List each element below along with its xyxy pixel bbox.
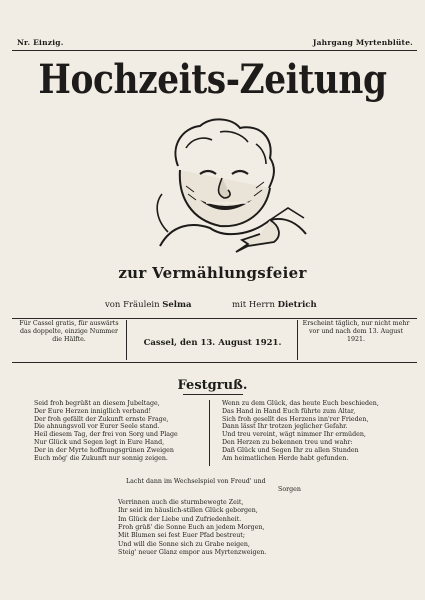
- price-info: [14, 320, 124, 360]
- illustration-laughing-man: [120, 108, 320, 258]
- poem-line: Am heimatlichen Herde habt gefunden.: [222, 454, 349, 462]
- poem-title: Festgruß.: [177, 378, 248, 393]
- poem-line: Seid froh begrüßt an diesem Jubeltage,: [34, 400, 160, 407]
- bride-line: [105, 300, 192, 310]
- poem-line: Nur Glück und Segen legt in Eure Hand,: [34, 438, 165, 446]
- info-top-rule: [12, 318, 417, 319]
- poem-line: Und will die Sonne sich zu Grabe neigen,: [118, 540, 250, 548]
- publication-info-line: vor und nach dem 13. August: [308, 328, 404, 335]
- poem-line: Ihr seid im häuslich-stillen Glück geborgen,: [118, 507, 258, 515]
- poem-line: Daß Glück und Segen Ihr zu allen Stunden: [222, 446, 359, 454]
- poem-line: Wenn zu dem Glück, das heute Euch beschieden,: [222, 400, 379, 407]
- poem-line: Heil diesem Tag, der frei von Sorg und Plage: [34, 431, 178, 439]
- info-divider: [126, 320, 127, 360]
- groom-line: [232, 300, 317, 310]
- bride-prefix: von Fräulein: [105, 300, 160, 310]
- poem-line: Lacht dann im Wechselspiel von Freud' und: [126, 478, 266, 485]
- poem-column-left: [34, 400, 204, 462]
- poem-line: Im Glück der Liebe und Zufriedenheit.: [118, 515, 242, 523]
- volume-label: Jahrgang Myrtenblüte.: [312, 38, 413, 47]
- publication-info: [300, 320, 412, 360]
- info-divider: [297, 320, 298, 360]
- poem-final-stanza: [118, 478, 348, 558]
- poem-line: Dann lässt Ihr trotzen jeglicher Gefahr.: [222, 423, 348, 431]
- poem-line: Sorgen: [278, 486, 301, 494]
- poem-line: Verrinnen auch die sturmbewegte Zeit,: [118, 498, 244, 506]
- poem-line: Das Hand in Hand Euch führte zum Altar,: [222, 407, 356, 415]
- info-bottom-rule: [12, 362, 417, 363]
- newspaper-title: Hochzeits-Zeitung: [38, 56, 387, 103]
- poem-line: Der Eure Herzen innigllich verband!: [34, 407, 151, 415]
- poem-title-underline: [183, 394, 243, 395]
- poem-line: Die ahnungsvoll vor Eurer Seele stand.: [34, 423, 160, 431]
- subtitle: zur Vermählungsfeier: [118, 264, 307, 282]
- price-info-line: Für Cassel gratis, für auswärts: [19, 320, 119, 327]
- poem-line: Und treu vereint, wägt nimmer Ihr ermüden,: [222, 431, 366, 439]
- poem-column-divider: [209, 400, 210, 466]
- bride-name: Selma: [162, 300, 192, 310]
- price-info-line: die Hälfte.: [52, 336, 86, 343]
- poem-line: Sich froh gesellt des Herzens inn'rer Frieden,: [222, 415, 369, 423]
- poem-line: Steig' neuer Glanz empor aus Myrtenzweigen.: [118, 549, 267, 557]
- groom-prefix: mit Herrn: [232, 300, 275, 310]
- poem-line: Mit Blumen sei fest Euer Pfad bestreut;: [118, 532, 245, 540]
- dateline: Cassel, den 13. August 1921.: [143, 338, 282, 348]
- issue-label: Nr. Einzig.: [17, 38, 64, 47]
- price-info-line: das doppelte, einzige Nummer: [19, 328, 119, 335]
- poem-line: Den Herzen zu bekennen treu und wahr:: [222, 438, 353, 446]
- publication-info-line: 1921.: [346, 336, 366, 343]
- poem-line: Der in der Myrte hoffnungsgrünen Zweigen: [34, 446, 174, 454]
- header-rule: [12, 50, 417, 51]
- publication-info-line: Erscheint täglich, nur nicht mehr: [302, 320, 410, 327]
- poem-line: Euch mög' die Zukunft nur sonnig zeigen.: [34, 454, 168, 462]
- poem-line: Froh grüß' die Sonne Euch an jedem Morgen,: [118, 524, 265, 532]
- groom-name: Dietrich: [277, 300, 317, 310]
- poem-line: Der froh gefällt der Zukunft ernste Frage,: [34, 415, 169, 423]
- poem-column-right: [222, 400, 392, 462]
